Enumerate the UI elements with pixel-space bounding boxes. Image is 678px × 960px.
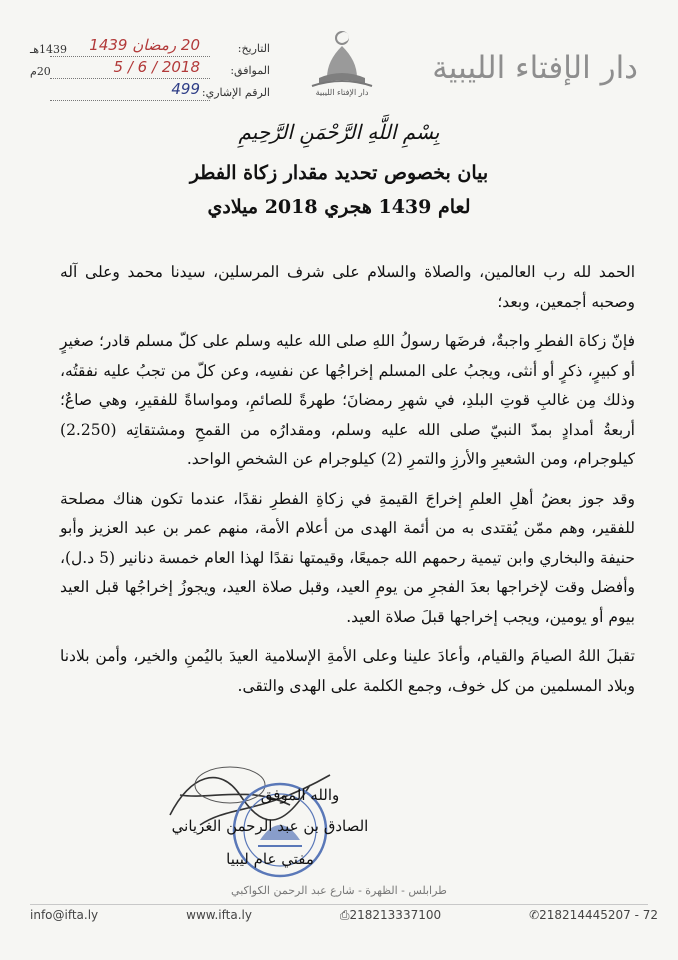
paragraph-opening: الحمد لله رب العالمين، والصلاة والسلام على شرف المرسلين، سيدنا محمد وعلى آله وصحبه أجمعين، وبعد؛ bbox=[60, 263, 635, 311]
phone-number: 218214445207 - 72 bbox=[539, 908, 658, 922]
fax-icon: ⎙ bbox=[339, 908, 350, 922]
ref-dotted-line bbox=[50, 100, 210, 101]
footer-address: طرابلس - الظهرة - شارع عبد الرحمن الكواكبي bbox=[231, 884, 447, 897]
date-suffix: 1439هـ bbox=[30, 43, 68, 56]
paragraph-zakat-amount: فإنّ زكاة الفطرِ واجبةٌ، فرضَها رسولُ اللهِ صلى الله عليه وسلم على كلّ مسلم قادر؛ صغيرٍ أو كبيرٍ، ذكرٍ أو أنثى، ويجبُ على المسلم إخراجُها عن نفسِه، وعن كلّ من تجبُ عليه نفقتُه، وذلك مِن غالبِ قوتِ البلدِ، في شهرِ رمضانَ؛ طهرةً للصائمِ، ومواساةً للفقيرِ، وهي صاعٌ؛ أربعةُ أمدادٍ بمدّ النبيّ صلى الله عليه وسلم، ومقدارُه من القمحِ ومشتقاتِه (2.250) كيلوجرام، ومن الشعيرِ والأرزِ والتمرِ (2) كيلوجرام عن الشخصِ الواحد. bbox=[60, 332, 635, 468]
statement-year: لعام 1439 هجري 2018 ميلادي bbox=[207, 196, 471, 218]
fax-number: 218213337100 bbox=[349, 908, 442, 922]
phone-icon: ✆ bbox=[529, 908, 540, 922]
agreed-label: الموافق: bbox=[230, 64, 270, 77]
footer-email: info@ifta.ly bbox=[30, 908, 99, 922]
paragraph-prayer: تقبلَ اللهُ الصيامَ والقيام، وأعادَ علينا وعلى الأمةِ الإسلامية العيدَ باليُمنِ والخير، وأمن بلادنا وبلاد المسلمين من كل خوف، وجمع الكلمة على الهدى والتقى. bbox=[60, 647, 635, 695]
logo-caption: دار الإفتاء الليبية bbox=[315, 88, 369, 97]
footer-fax bbox=[340, 908, 441, 923]
ref-label: الرقم الإشاري: bbox=[201, 86, 270, 99]
reference-block bbox=[30, 36, 270, 106]
agreed-row bbox=[30, 58, 270, 84]
date-dotted-line bbox=[50, 56, 210, 57]
footer-divider bbox=[30, 904, 648, 905]
date-handwritten: 20 رمضان 1439 bbox=[89, 36, 200, 54]
footer-phone bbox=[529, 908, 658, 923]
footer-website: www.ifta.ly bbox=[186, 908, 252, 922]
footer-contacts bbox=[30, 908, 658, 923]
statement-body bbox=[60, 258, 635, 711]
signatory-position: مفتي عام ليبيا bbox=[226, 850, 314, 868]
basmala: بِسْمِ اللَّهِ الرَّحْمَنِ الرَّحِيمِ bbox=[238, 120, 440, 144]
closing-wish: والله الموفق bbox=[260, 786, 340, 804]
statement-title: بيان بخصوص تحديد مقدار زكاة الفطر bbox=[189, 162, 489, 184]
date-label: التاريخ: bbox=[237, 42, 270, 55]
agreed-handwritten: 2018 / 6 / 5 bbox=[113, 58, 200, 76]
brand-name: دار الإفتاء الليبية bbox=[432, 50, 638, 86]
agreed-suffix: 20م bbox=[30, 65, 51, 78]
signatory-name: الصادق بن عبد الرحمن الغرياني bbox=[171, 817, 369, 835]
paragraph-cash-value: وقد جوز بعضُ أهلِ العلمِ إخراجَ القيمةِ في زكاةِ الفطرِ نقدًا، عندما تكون هناك مصلحة للفقير، وهم ممّن يُقتدى به من أئمة الهدى من أعلام الأمة، منهم عمر بن عبد العزيز وأبو حنيفة والبخاري وابن تيمية رحمهم الله جميعًا، وقيمتها نقدًا لهذا العام خمسة دنانير (5 د.ل)، وأفضل وقت لإخراجها بعدَ الفجرِ من يومِ العيد، وقبل صلاة العيد، ويجوزُ إخراجُها قبل العيد بيوم أو يومين، ويجب إخراجها قبلَ صلاة العيد. bbox=[60, 489, 635, 626]
agreed-dotted-line bbox=[50, 78, 210, 79]
ref-row bbox=[30, 80, 270, 106]
ref-handwritten: 499 bbox=[171, 80, 200, 98]
